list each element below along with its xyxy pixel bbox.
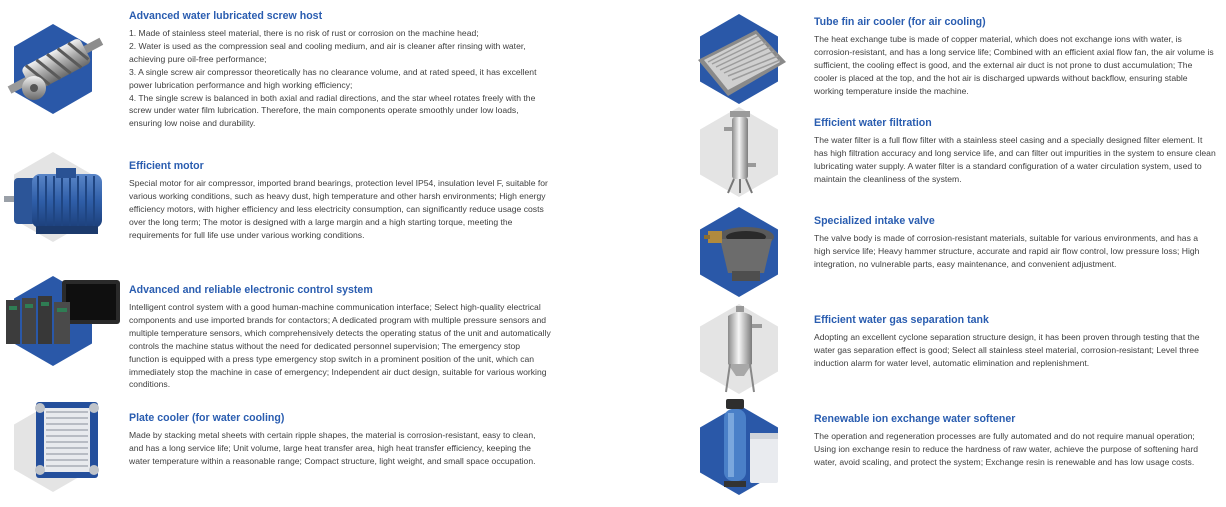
- feature-screw-host: [0, 10, 560, 150]
- description-line: Adopting an excellent cyclone separation structure design, it has been proven through testing that the water gas separation effect is good; Select all stainless steel material, corrosion-resistant; Level three induction alarm for water level, automatic elimination and replenishment.: [814, 332, 1200, 368]
- feature-description: [814, 134, 1216, 186]
- feature-description: [814, 33, 1216, 98]
- feature-text: [814, 413, 1216, 469]
- feature-title: Plate cooler (for water cooling): [129, 412, 285, 424]
- feature-text: [814, 314, 1216, 370]
- water-filter-icon: [720, 109, 760, 199]
- feature-text: [814, 117, 1216, 186]
- description-line: Made by stacking metal sheets with certain ripple shapes, the material is corrosion-resistant, easy to clean, and has a long service life; Unit volume, large heat transfer area, high heat transfer efficiency, keeping the water temperature within a reasonable range; Compact structure, light weight, and small space occupation.: [129, 430, 536, 466]
- description-line: Special motor for air compressor, imported brand bearings, protection level IP54, insulation level F, suitable for various working conditions, such as heavy dust, high temperature and other harsh environments; High energy efficiency motors, with higher efficiency and less electricity consumption, can significantly reduce usage costs over the long term; The motor is designed with a large margin and a high starting torque, meeting the requirements for full life use under various working conditions.: [129, 178, 548, 240]
- description-line: 2. Water is used as the compression seal and cooling medium, and air is cleaner after rinsing with water, achieving pure oil-free performance;: [129, 40, 526, 64]
- feature-title: Renewable ion exchange water softener: [814, 413, 1016, 425]
- feature-electronic-control: [0, 284, 560, 402]
- feature-text: [129, 10, 552, 130]
- feature-tube-fin-cooler: [690, 16, 1226, 112]
- feature-title: Advanced water lubricated screw host: [129, 10, 323, 22]
- feature-text: [129, 284, 552, 391]
- description-line: The water filter is a full flow filter with a stainless steel casing and a specially designed filter element. It has high filtration accuracy and long service life, and can filter out impurities in the system to ensure clean lubricating water supply. A water filter is a standard configuration of a water circulation system, used to maintain the cleanliness of the system.: [814, 135, 1216, 184]
- description-line: 4. The single screw is balanced in both axial and radial directions, and the star wheel rotates freely with the screw under water film lubrication. Therefore, the main components operate smoothly under low loads, ensuring low noise and durability.: [129, 92, 536, 129]
- intake-valve-icon: [702, 217, 782, 289]
- feature-motor: [0, 160, 560, 278]
- screw-rotor-icon: [0, 30, 118, 110]
- description-line: 3. A single screw air compressor theoretically has no clearance volume, and at rated speed, it has excellent power lubrication performance and high working efficiency;: [129, 66, 537, 90]
- water-softener-icon: [706, 397, 786, 493]
- feature-separation-tank: [690, 314, 1226, 404]
- feature-title: Efficient water filtration: [814, 117, 932, 129]
- description-line: 1. Made of stainless steel material, there is no risk of rust or corrosion on the machine head;: [129, 28, 479, 38]
- feature-plate-cooler: [0, 412, 560, 502]
- feature-water-filtration: [690, 117, 1226, 207]
- description-line: The heat exchange tube is made of copper material, which does not exchange ions with water, is corrosion-resistant, and has a long service life; Combined with an efficient axial flow fan, the air volume is sufficient, the cooling effect is good, and the external air duct is not prone to dust accumulation; The cooler is placed at the top, and the hot air is discharged upwards without backflow, ensuring stable working temperature inside the machine.: [814, 34, 1214, 96]
- feature-title: Efficient water gas separation tank: [814, 314, 989, 326]
- feature-description: [814, 331, 1216, 370]
- feature-text: [129, 160, 552, 242]
- feature-text: [814, 16, 1216, 98]
- control-cabinet-icon: [4, 276, 122, 352]
- tube-fin-cooler-icon: [694, 26, 790, 102]
- feature-text: [129, 412, 552, 468]
- feature-title: Efficient motor: [129, 160, 204, 172]
- feature-title: Tube fin air cooler (for air cooling): [814, 16, 986, 28]
- feature-description: [129, 27, 552, 130]
- feature-intake-valve: [690, 215, 1226, 305]
- feature-description: [129, 301, 552, 391]
- description-line: The operation and regeneration processes are fully automated and do not require manual operation; Using ion exchange resin to reduce the hardness of raw water, achieve the purpose of softening hard water, avoid scaling, and protect the system; Exchange resin is renewable and has low usage costs.: [814, 431, 1199, 467]
- feature-water-softener: [690, 413, 1226, 503]
- feature-text: [814, 215, 1216, 271]
- feature-description: [129, 177, 552, 242]
- feature-description: [814, 232, 1216, 271]
- feature-description: [129, 429, 552, 468]
- feature-title: Specialized intake valve: [814, 215, 935, 227]
- electric-motor-icon: [2, 166, 122, 242]
- description-line: Intelligent control system with a good human-machine communication interface; Select high-quality electrical components and use imported brands for contactors; A dedicated program with multiple pressure sensors and multiple temperature sensors, which comprehensively detects the operating status of the unit and automatically controls the machine status without the need for dedicated personnel supervision; The emergency stop function is equipped with a press type emergency stop switch in a prominent position of the unit, which can immediately stop the machine in case of emergency; Independent air duct design, suitable for various working conditions.: [129, 302, 551, 390]
- feature-description: [814, 430, 1216, 469]
- feature-title: Advanced and reliable electronic control system: [129, 284, 373, 296]
- separation-tank-icon: [716, 306, 766, 396]
- description-line: The valve body is made of corrosion-resistant materials, suitable for various environments, and has a high service life; Heavy hammer structure, accurate and rapid air flow control, low pressure loss; High integration, no vulnerable parts, easy maintenance, and convenient adjustment.: [814, 233, 1200, 269]
- plate-heat-exchanger-icon: [16, 396, 116, 482]
